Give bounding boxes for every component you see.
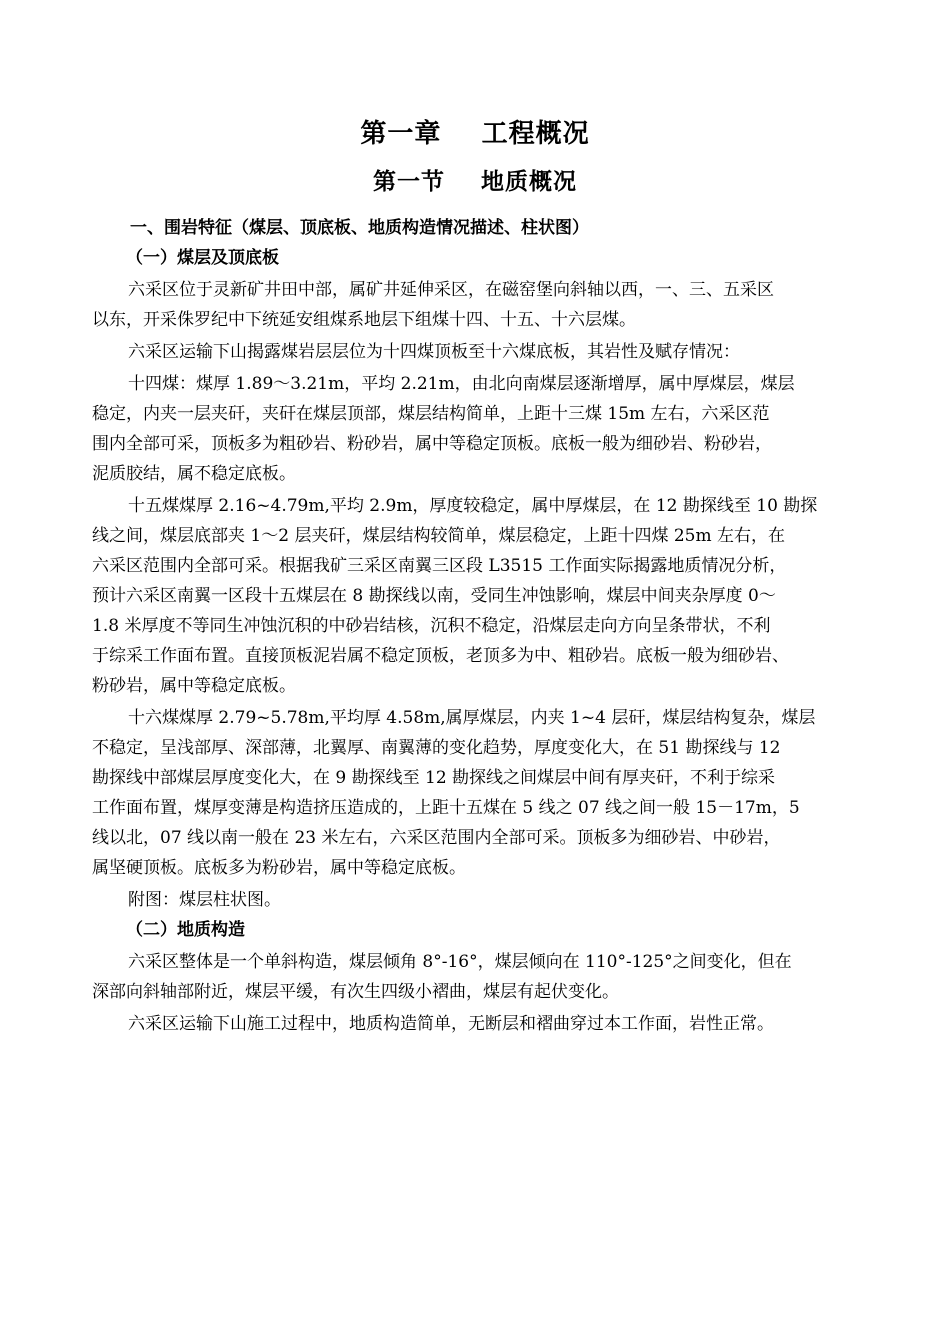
document-body: [92, 213, 862, 1039]
paragraph-seam-15: [92, 491, 862, 701]
paragraph-construction: [92, 1009, 862, 1039]
chapter-title: 第一章 工程概况: [360, 119, 590, 149]
paragraph-line: 六采区位于灵新矿井田中部，属矿井延伸采区，在磁窑堡向斜轴以西，一、三、五采区: [128, 280, 774, 300]
paragraph-seam-14: [92, 369, 862, 489]
section-title: 第一节 地质概况: [372, 168, 578, 195]
paragraph-strata: [92, 337, 862, 367]
heading-coal-seams: （一）煤层及顶底板: [126, 248, 279, 268]
paragraph-line: 六采区范围内全部可采。根据我矿三采区南翼三区段 L3515 工作面实际揭露地质情况分析，: [92, 556, 787, 576]
paragraph-line: 附图：煤层柱状图。: [128, 890, 281, 910]
paragraph-line: 十五煤煤厚 2.16~4.79m,平均 2.9m，厚度较稳定，属中厚煤层，在 12 勘探线至 10 勘探: [128, 496, 818, 516]
paragraph-line: 勘探线中部煤层厚度变化大，在 9 勘探线至 12 勘探线之间煤层中间有厚夹矸，不利于综采: [92, 768, 776, 788]
paragraph-line: 1.8 米厚度不等同生冲蚀沉积的中砂岩结核，沉积不稳定，沿煤层走向方向呈条带状，不利: [92, 616, 771, 636]
paragraph-line: 预计六采区南翼一区段十五煤层在 8 勘探线以南，受同生冲蚀影响，煤层中间夹杂厚度 0～: [92, 586, 776, 606]
paragraph-line: 以东，开采侏罗纪中下统延安组煤系地层下组煤十四、十五、十六层煤。: [92, 310, 636, 330]
paragraph-line: 深部向斜轴部附近，煤层平缓，有次生四级小褶曲，煤层有起伏变化。: [92, 982, 619, 1002]
paragraph-line: 于综采工作面布置。直接顶板泥岩属不稳定顶板，老顶多为中、粗砂岩。底板一般为细砂岩、: [92, 646, 789, 666]
heading-surrounding-rock: 一、围岩特征（煤层、顶底板、地质构造情况描述、柱状图）: [130, 218, 589, 238]
paragraph-line: 泥质胶结，属不稳定底板。: [92, 464, 296, 484]
paragraph-location: [92, 275, 862, 335]
heading-geologic-structure: （二）地质构造: [126, 920, 245, 940]
paragraph-attachment: [92, 885, 862, 915]
paragraph-structure: [92, 947, 862, 1007]
paragraph-line: 属坚硬顶板。底板多为粉砂岩，属中等稳定底板。: [92, 858, 466, 878]
paragraph-line: 围内全部可采，顶板多为粗砂岩、粉砂岩，属中等稳定顶板。底板一般为细砂岩、粉砂岩，: [92, 434, 772, 454]
paragraph-seam-16: [92, 703, 862, 883]
paragraph-line: 六采区整体是一个单斜构造，煤层倾角 8°-16°，煤层倾向在 110°-125°之间变化，但在: [128, 952, 792, 972]
paragraph-line: 线以北，07 线以南一般在 23 米左右，六采区范围内全部可采。顶板多为细砂岩、中砂岩，: [92, 828, 781, 848]
paragraph-line: 稳定，内夹一层夹矸，夹矸在煤层顶部，煤层结构简单，上距十三煤 15m 左右，六采区范: [92, 404, 770, 424]
paragraph-line: 十四煤：煤厚 1.89～3.21m，平均 2.21m，由北向南煤层逐渐增厚，属中厚煤层，煤层: [128, 374, 795, 394]
paragraph-line: 六采区运输下山揭露煤岩层层位为十四煤顶板至十六煤底板，其岩性及赋存情况：: [128, 342, 740, 362]
paragraph-line: 粉砂岩，属中等稳定底板。: [92, 676, 296, 696]
paragraph-line: 十六煤煤厚 2.79~5.78m,平均厚 4.58m,属厚煤层，内夹 1~4 层矸，煤层结构复杂，煤层: [128, 708, 816, 728]
paragraph-line: 工作面布置，煤厚变薄是构造挤压造成的，上距十五煤在 5 线之 07 线之间一般 15－17m，5: [92, 798, 800, 818]
paragraph-line: 线之间，煤层底部夹 1～2 层夹矸，煤层结构较简单，煤层稳定，上距十四煤 25m 左右，在: [92, 526, 785, 546]
paragraph-line: 不稳定，呈浅部厚、深部薄，北翼厚、南翼薄的变化趋势，厚度变化大，在 51 勘探线与 12: [92, 738, 781, 758]
paragraph-line: 六采区运输下山施工过程中，地质构造简单，无断层和褶曲穿过本工作面，岩性正常。: [128, 1014, 774, 1034]
